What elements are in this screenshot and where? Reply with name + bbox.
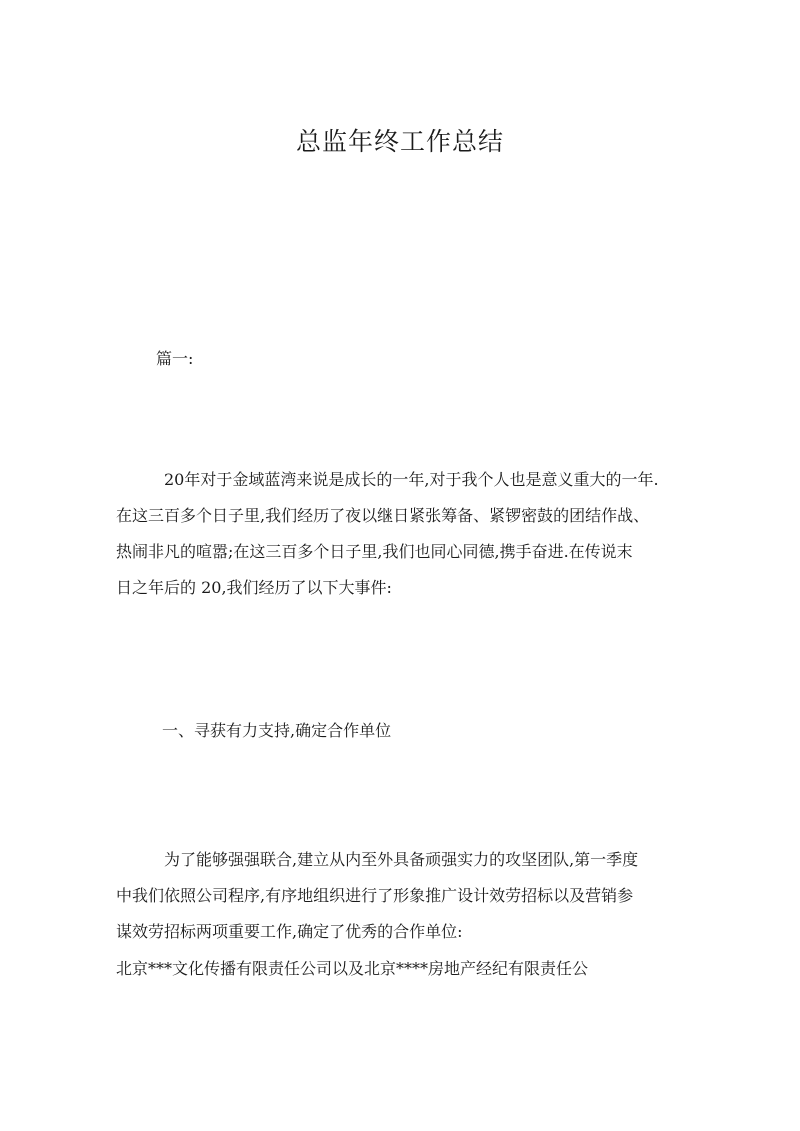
paragraph-line: 20年对于金域蓝湾来说是成长的一年,对于我个人也是意义重大的一年. [164, 470, 659, 489]
paragraph-partners [116, 842, 638, 950]
section-label: 篇一: [156, 349, 194, 368]
paragraph-line: 热闹非凡的喧嚣;在这三百多个日子里,我们也同心同德,携手奋进.在传说末 [116, 542, 633, 561]
paragraph-line: 为了能够强强联合,建立从内至外具备顽强实力的攻坚团队,第一季度 [164, 850, 639, 869]
paragraph-line: 北京***文化传播有限责任公司以及北京****房地产经纪有限责任公 [116, 959, 589, 978]
paragraph-line: 中我们依照公司程序,有序地组织进行了形象推广设计效劳招标以及营销参 [116, 886, 634, 905]
paragraph-line: 在这三百多个日子里,我们经历了夜以继日紧张筹备、紧锣密鼓的团结作战、 [116, 506, 650, 525]
paragraph-line: 谋效劳招标两项重要工作,确定了优秀的合作单位: [116, 922, 463, 941]
paragraph-line: 日之年后的 20,我们经历了以下大事件: [116, 578, 392, 597]
paragraph-intro [116, 462, 659, 606]
section-heading: 一、寻获有力支持,确定合作单位 [162, 721, 392, 740]
document-title: 总监年终工作总结 [295, 127, 504, 156]
